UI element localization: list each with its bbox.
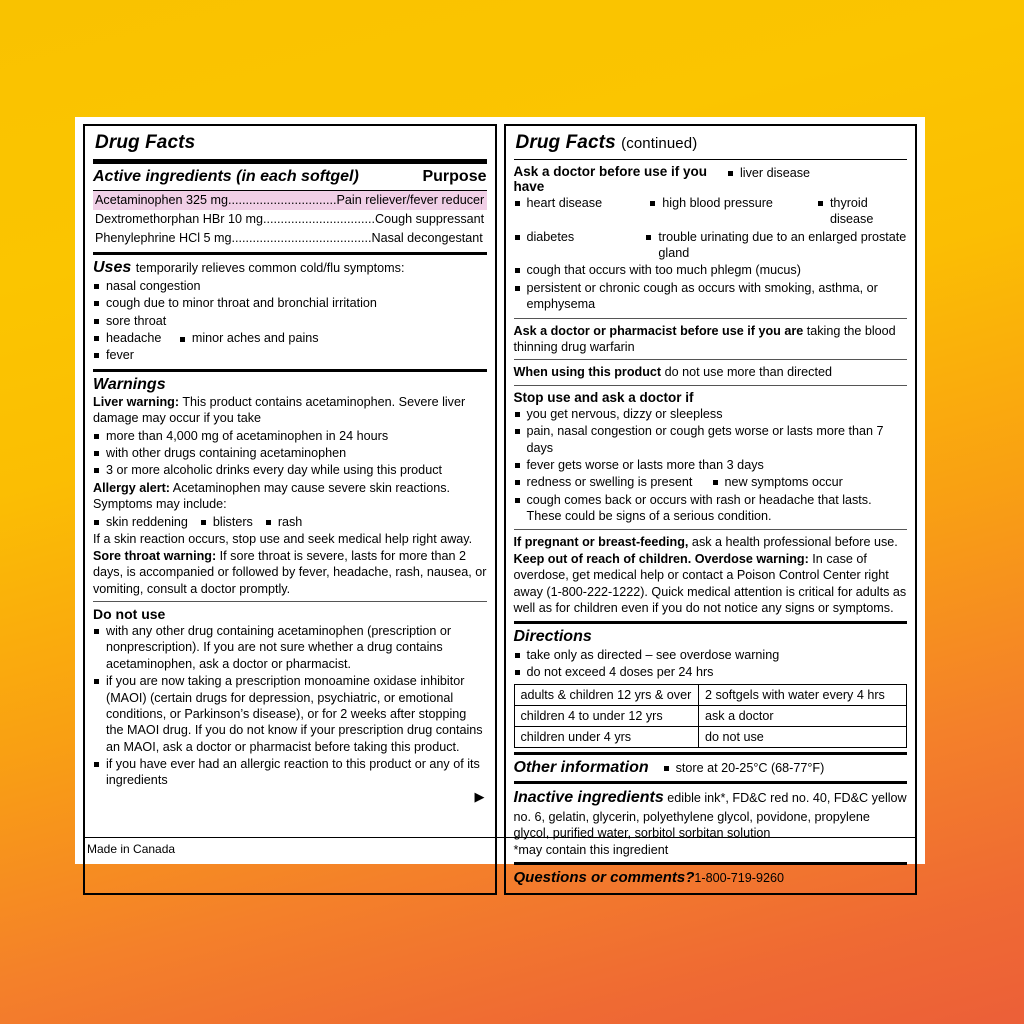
allergy-symptom-list	[93, 513, 487, 531]
list-item-label: skin reddening	[106, 514, 188, 529]
sore-throat-label: Sore throat warning:	[93, 548, 217, 563]
sore-throat-text: If sore throat is severe, lasts for more than 2 days, is accompanied or followed by fever, headache, rash, nausea, or vomiting, consult a doctor promptly.	[93, 548, 487, 596]
divider	[83, 837, 917, 838]
list-item: do not exceed 4 doses per 24 hrs	[514, 664, 908, 680]
allergy-after-text: If a skin reaction occurs, stop use and seek medical help right away.	[93, 532, 473, 547]
continuation-arrow-icon: ▶	[474, 788, 485, 804]
list-item	[514, 492, 908, 525]
ask-pharmacist-text: taking the blood thinning drug warfarin	[513, 323, 896, 354]
purpose-heading: Purpose	[422, 168, 487, 185]
dosage-age: children under 4 yrs	[514, 726, 698, 747]
dosage-age: adults & children 12 yrs & over	[514, 684, 698, 705]
drug-facts-columns	[75, 117, 925, 895]
warnings-heading: Warnings	[93, 375, 166, 393]
list-item: more than 4,000 mg of acetaminophen in 24 hours	[93, 428, 487, 444]
do-not-use-section	[93, 602, 487, 807]
allergy-alert-text: Acetaminophen may cause severe skin reactions. Symptoms may include:	[93, 480, 451, 512]
other-information-list	[663, 759, 825, 777]
list-item: pain, nasal congestion or cough gets worse or lasts more than 7 days	[514, 423, 908, 456]
list-item: persistent or chronic cough as occurs with smoking, asthma, or emphysema	[514, 280, 908, 313]
list-item	[93, 330, 487, 346]
ask-doctor-list	[514, 195, 908, 313]
directions-section	[514, 624, 908, 752]
inactive-ingredients-text: edible ink*, FD&C red no. 40, FD&C yellow no. 6, gelatin, glycerin, polyethylene glycol, povidone, propylene glycol, purified water, sorbitol sorbitan solution	[513, 790, 907, 841]
dosage-amount: do not use	[698, 726, 906, 747]
list-item: take only as directed – see overdose warning	[514, 647, 908, 663]
ingredient-purpose: Cough suppressant	[374, 212, 485, 226]
list-item: store at 20-25°C (68-77°F)	[663, 760, 825, 776]
questions-phone[interactable]: 1-800-719-9260	[694, 871, 785, 886]
keepout-text: In case of overdose, get medical help or contact a Poison Control Center right away (1-800-222-1222). Quick medical attention is critical for adults as well as for children even if you do not notice any signs or symptoms.	[513, 551, 907, 616]
active-ingredients-heading: Active ingredients (in each softgel)	[93, 168, 359, 185]
drug-facts-label	[75, 117, 925, 887]
list-item-label-cont: These could be signs of a serious condition.	[526, 509, 772, 524]
uses-heading	[93, 259, 487, 277]
allergy-alert-label: Allergy alert:	[93, 480, 170, 495]
table-row	[514, 705, 907, 726]
leader-dots: ...............................	[228, 193, 337, 207]
liver-warning	[93, 394, 487, 427]
list-item: fever	[93, 347, 487, 363]
ask-pharmacist-section	[514, 319, 908, 360]
sore-throat-warning	[93, 548, 487, 597]
ask-doctor-side-list	[727, 164, 907, 194]
made-in-label: Made in Canada	[87, 842, 176, 856]
do-not-use-heading: Do not use	[93, 606, 166, 623]
list-item-label: cough comes back or occurs with rash or headache that lasts.	[526, 492, 872, 507]
list-item: fever gets worse or lasts more than 3 days	[514, 457, 908, 473]
list-item-label: blisters	[212, 514, 253, 529]
list-item: with other drugs containing acetaminophen	[93, 445, 487, 461]
dosage-age: children 4 to under 12 yrs	[514, 705, 698, 726]
list-item	[514, 474, 908, 490]
stop-use-section	[514, 386, 908, 530]
list-item: if you have ever had an allergic reaction to this product or any of its ingredients	[93, 756, 487, 789]
ask-doctor-section	[514, 160, 908, 318]
directions-heading: Directions	[513, 627, 592, 645]
list-item: if you are now taking a prescription monoamine oxidase inhibitor (MAOI) (certain drugs for depression, psychiatric, or emotional conditions, or Parkinson’s disease), or for 2 weeks after stopping the MAOI drug. If you do not know if your prescription drug contains an MAOI, ask a doctor or pharmacist before taking this product.	[93, 673, 487, 755]
drug-facts-right-column	[504, 124, 918, 895]
ingredient-purpose: Nasal decongestant	[371, 231, 483, 245]
uses-subhead: temporarily relieves common cold/flu symptoms:	[135, 261, 405, 275]
other-information-heading: Other information	[513, 758, 649, 776]
list-item	[200, 514, 253, 530]
when-using-section	[514, 360, 908, 384]
directions-list	[514, 647, 908, 681]
list-item: liver disease	[727, 165, 907, 181]
pregnant-line	[514, 534, 908, 550]
liver-warning-text: This product contains acetaminophen. Severe liver damage may occur if you take	[93, 394, 466, 426]
keepout-label: Keep out of reach of children. Overdose warning:	[513, 551, 809, 566]
list-item	[265, 514, 303, 530]
title-continued-label: (continued)	[621, 135, 698, 152]
list-item: with any other drug containing acetaminophen (prescription or nonprescription). If you are not sure whether a drug contains acetaminophen, ask a doctor or pharmacist.	[93, 623, 487, 672]
active-ingredient-row	[93, 229, 487, 248]
inactive-ingredients-heading: Inactive ingredients	[513, 788, 664, 806]
ask-pharmacist-heading: Ask a doctor or pharmacist before use if you are	[513, 323, 804, 338]
inactive-ingredients-note: *may contain this ingredient	[513, 842, 669, 857]
list-item: nasal congestion	[93, 278, 487, 294]
list-item-label: redness or swelling is present	[526, 475, 693, 490]
uses-pair-second: minor aches and pains	[179, 331, 319, 345]
stop-use-heading: Stop use and ask a doctor if	[513, 389, 694, 405]
active-ingredients-section	[93, 164, 487, 190]
dosage-amount: ask a doctor	[698, 705, 906, 726]
list-item: you get nervous, dizzy or sleepless	[514, 406, 908, 422]
ingredient-name: Phenylephrine HCl 5 mg	[95, 231, 232, 245]
list-item-label: heart disease	[526, 196, 603, 210]
list-item: 3 or more alcoholic drinks every day while using this product	[93, 462, 487, 478]
uses-section	[93, 255, 487, 369]
other-information-section	[514, 755, 908, 781]
uses-label: Uses	[93, 259, 132, 276]
leader-dots: ................................	[263, 212, 375, 226]
active-ingredient-row	[93, 210, 487, 229]
uses-list	[93, 278, 487, 364]
pregnant-text: ask a health professional before use.	[688, 535, 898, 550]
when-using-text: do not use more than directed	[661, 365, 832, 380]
liver-warning-list	[93, 428, 487, 479]
list-item	[93, 514, 188, 530]
drug-facts-left-column	[83, 124, 497, 895]
stop-use-list	[514, 406, 908, 525]
table-row	[514, 684, 907, 705]
list-item-label: rash	[277, 514, 303, 529]
table-row	[514, 726, 907, 747]
dosage-table	[514, 684, 908, 748]
list-item: sore throat	[93, 313, 487, 329]
when-using-heading: When using this product	[513, 365, 662, 380]
ask-doctor-heading: Ask a doctor before use if you have	[513, 164, 708, 194]
list-item	[514, 229, 908, 262]
list-item-label: diabetes	[526, 229, 575, 244]
uses-pair-first: headache	[106, 331, 162, 346]
allergy-alert	[93, 480, 487, 513]
questions-heading: Questions or comments?	[513, 869, 695, 887]
liver-warning-label: Liver warning:	[93, 394, 180, 409]
keepout-line	[514, 551, 908, 617]
active-ingredient-row	[93, 191, 487, 210]
ingredient-name: Dextromethorphan HBr 10 mg	[95, 212, 263, 226]
list-item-label: high blood pressure	[649, 195, 817, 228]
title-text: Drug Facts	[515, 132, 616, 153]
list-item	[514, 195, 908, 228]
dosage-amount: 2 softgels with water every 4 hrs	[698, 684, 906, 705]
list-item: cough that occurs with too much phlegm (mucus)	[514, 262, 908, 278]
drug-facts-title: Drug Facts	[95, 132, 196, 153]
list-item-label: thyroid disease	[817, 195, 907, 228]
list-item-label: new symptoms occur	[712, 474, 843, 490]
pregnant-keepout-section	[514, 530, 908, 620]
list-item-label: trouble urinating due to an enlarged prostate gland	[645, 229, 907, 262]
ingredient-name: Acetaminophen 325 mg	[95, 193, 229, 207]
questions-section	[514, 865, 908, 889]
warnings-section	[93, 372, 487, 601]
list-item: cough due to minor throat and bronchial irritation	[93, 295, 487, 311]
ingredient-purpose: Pain reliever/fever reducer	[336, 193, 485, 207]
leader-dots: ........................................	[231, 231, 372, 245]
pregnant-label: If pregnant or breast-feeding,	[513, 535, 689, 550]
do-not-use-list	[93, 623, 487, 789]
inactive-ingredients-section	[514, 784, 908, 862]
drug-facts-continued-title	[514, 126, 908, 159]
